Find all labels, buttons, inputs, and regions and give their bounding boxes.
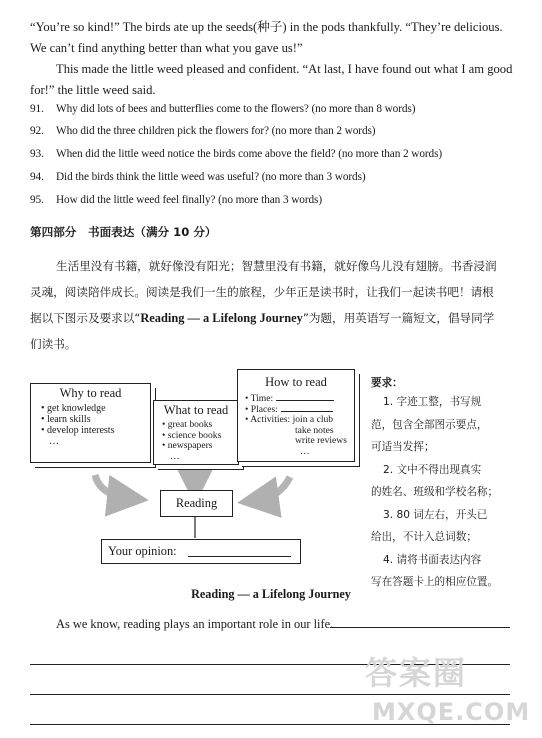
requirement-line: 4. 请将书面表达内容: [383, 553, 482, 566]
requirement-line: 3. 80 词左右，开头已: [383, 508, 488, 521]
intro-line-3: 据以下图示及要求以“Reading — a Lifelong Journey”为题，用英语写一篇短文，倡导同学: [30, 311, 495, 325]
how-activity-3: write reviews: [295, 435, 347, 446]
how-places: • Places:: [245, 405, 347, 416]
passage-line-2: We can’t find anything better than what you gave us!”: [30, 41, 303, 55]
why-to-read-title: Why to read: [59, 386, 122, 400]
why-item: • develop interests: [41, 425, 115, 436]
arrow-left: [95, 475, 128, 498]
requirements-title: 要求：: [371, 377, 403, 389]
requirement-line: 2. 文中不得出现真实: [383, 463, 482, 476]
passage-line-1: “You’re so kind!” The birds ate up the seeds(种子) in the pods thankfully. “They’re delicious.: [30, 20, 503, 34]
intro-line-4: 们读书。: [30, 337, 77, 351]
how-to-read-title: How to read: [265, 375, 327, 389]
writing-line[interactable]: [330, 627, 510, 628]
opinion-label: Your opinion:: [108, 544, 177, 558]
why-item: • learn skills: [41, 414, 91, 425]
requirement-line: 给出，不计入总词数；: [371, 531, 477, 543]
watermark-url: MXQE.COM: [372, 698, 531, 726]
what-item: • great books: [162, 419, 213, 430]
reading-box: [160, 490, 233, 517]
how-more: …: [300, 445, 310, 457]
requirement-line: 写在答题卡上的相应位置。: [371, 576, 499, 588]
requirements-list: [371, 391, 498, 594]
requirement-line: 的姓名、班级和学校名称；: [371, 486, 499, 498]
intro-line-2: 灵魂，阅读陪伴成长。阅读是我们一生的旅程，少年正是读书时，让我们一起读书吧！请根: [30, 285, 494, 299]
question-91: 91. Why did lots of bees and butterflies come to the flowers? (no more than 8 words): [30, 103, 416, 115]
question-95: 95. How did the little weed feel finally? (no more than 3 words): [30, 194, 322, 206]
writing-line[interactable]: [30, 694, 510, 695]
arrow-right: [258, 477, 290, 500]
question-92: 92. Who did the three children pick the flowers for? (no more than 2 words): [30, 125, 376, 137]
essay-opening: As we know, reading plays an important role in our life.: [56, 617, 334, 631]
what-item: • newspapers: [162, 440, 213, 451]
section-heading: 第四部分 书面表达（满分 10 分）: [30, 225, 217, 239]
why-item: …: [49, 436, 59, 447]
how-activities: • Activities: join a club: [245, 414, 334, 425]
why-item: • get knowledge: [41, 403, 106, 414]
why-to-read-box: [30, 383, 151, 463]
what-to-read-box: [153, 400, 239, 465]
how-time: • Time:: [245, 394, 347, 405]
opinion-box: [101, 539, 301, 564]
watermark-logo: 答案圈: [365, 654, 468, 692]
passage-line-4: for!” the little weed said.: [30, 83, 156, 97]
reading-label: Reading: [175, 496, 218, 510]
requirement-line: 范，包含全部图示要点，: [371, 418, 488, 431]
what-item: • science books: [162, 429, 222, 441]
opinion-blank: [188, 556, 291, 557]
what-to-read-title: What to read: [163, 403, 229, 417]
how-activity-2: take notes: [295, 424, 334, 436]
requirement-line: 1. 字迹工整，书写规: [383, 396, 482, 408]
question-94: 94. Did the birds think the little weed was useful? (no more than 3 words): [30, 171, 366, 183]
passage-line-3: This made the little weed pleased and confident. “At last, I have found out what I am good: [56, 62, 513, 76]
intro-essay-title: Reading — a Lifelong Journey: [140, 311, 303, 325]
question-93: 93. When did the little weed notice the birds come above the field? (no more than 2 words): [30, 148, 443, 160]
requirement-line: 可适当发挥；: [371, 441, 435, 453]
how-to-read-box: [237, 369, 355, 462]
intro-line-1: 生活里没有书籍，就好像没有阳光；智慧里没有书籍，就好像鸟儿没有翅膀。书香浸润: [56, 259, 497, 273]
what-item: …: [170, 450, 180, 462]
essay-title: Reading — a Lifelong Journey: [191, 587, 351, 601]
